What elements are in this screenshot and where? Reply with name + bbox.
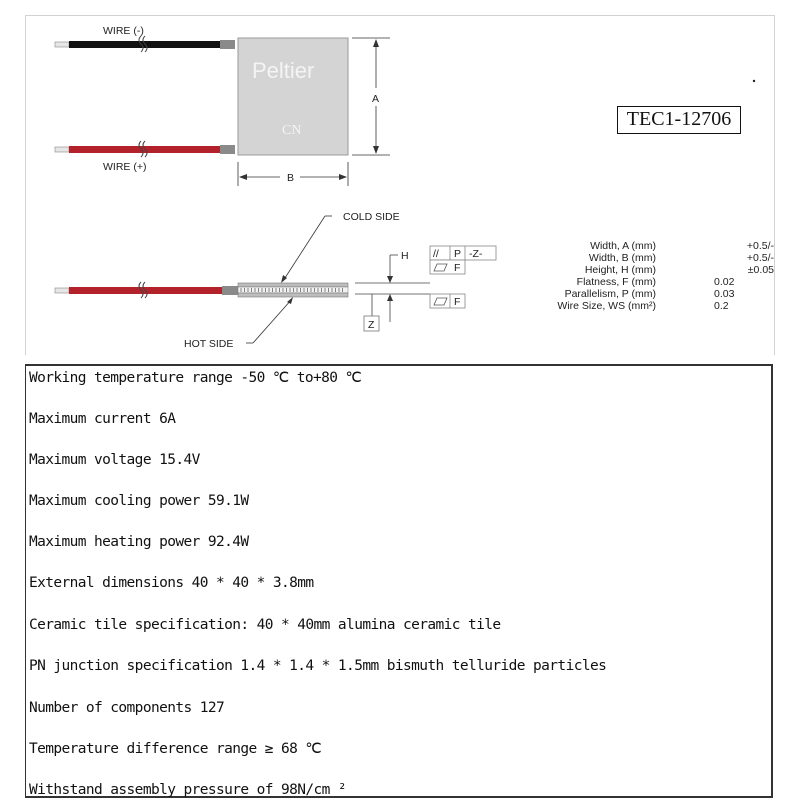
wire-negative: [55, 36, 235, 52]
height-dimension: [355, 255, 430, 322]
hot-side-label: HOT SIDE: [184, 338, 234, 350]
spec-line: Maximum voltage 15.4V: [29, 452, 200, 468]
side-wire: [55, 282, 238, 298]
peltier-diagram: [0, 0, 800, 360]
tolerance-name: Flatness, F (mm): [576, 276, 656, 288]
gdt-parallel-ref: P: [454, 248, 462, 260]
gdt-flatness-ref-top: F: [454, 262, 461, 274]
dimension-b-label: B: [287, 172, 295, 184]
spec-line: Number of components 127: [29, 700, 225, 716]
cold-side-leader: [281, 216, 332, 283]
specification-box: [25, 364, 773, 798]
dimension-a-label: A: [372, 93, 380, 105]
gdt-parallel-symbol: //: [433, 248, 439, 260]
tolerance-name: Width, A (mm): [590, 240, 656, 252]
tolerance-tolerance: +0.5/-: [746, 252, 774, 264]
datum-label: Z: [368, 319, 375, 331]
module-brand-text: Peltier: [252, 58, 315, 83]
spec-line: Withstand assembly pressure of 98N/cm ²: [29, 782, 347, 798]
spec-line: PN junction specification 1.4 * 1.4 * 1.5mm bismuth telluride particles: [29, 658, 607, 674]
tolerance-name: Wire Size, WS (mm²): [557, 300, 656, 312]
tolerance-value: 0.2: [714, 300, 729, 312]
wire-positive: [55, 141, 235, 157]
model-number: TEC1-12706: [617, 106, 741, 134]
tolerance-name: Width, B (mm): [588, 252, 656, 264]
tolerance-value: 0.03: [714, 288, 735, 300]
tolerance-value: 0.02: [714, 276, 735, 288]
spec-line: Temperature difference range ≥ 68 ℃: [29, 741, 322, 757]
spec-line: Working temperature range -50 ℃ to+80 ℃: [29, 370, 362, 386]
module-side-profile: [238, 283, 348, 297]
hot-side-leader: [246, 297, 293, 343]
spec-line: Maximum cooling power 59.1W: [29, 493, 249, 509]
spec-line: Maximum current 6A: [29, 411, 176, 427]
height-label: H: [401, 250, 409, 262]
cold-side-label: COLD SIDE: [343, 211, 400, 223]
tolerance-name: Parallelism, P (mm): [564, 288, 656, 300]
gdt-datum-ref: -Z-: [469, 248, 483, 260]
tolerance-tolerance: ±0.05: [747, 264, 774, 276]
spec-line: External dimensions 40 * 40 * 3.8mm: [29, 575, 314, 591]
gdt-flatness-ref-bottom: F: [454, 296, 461, 308]
wire-positive-label: WIRE (+): [103, 161, 147, 173]
spec-line: Ceramic tile specification: 40 * 40mm alumina ceramic tile: [29, 617, 501, 633]
module-mark-text: CN: [282, 123, 302, 138]
tolerance-name: Height, H (mm): [584, 264, 656, 276]
tolerance-tolerance: +0.5/-: [746, 240, 774, 252]
wire-negative-label: WIRE (-): [103, 25, 144, 37]
dimension-a: [352, 38, 390, 155]
spec-line: Maximum heating power 92.4W: [29, 534, 249, 550]
